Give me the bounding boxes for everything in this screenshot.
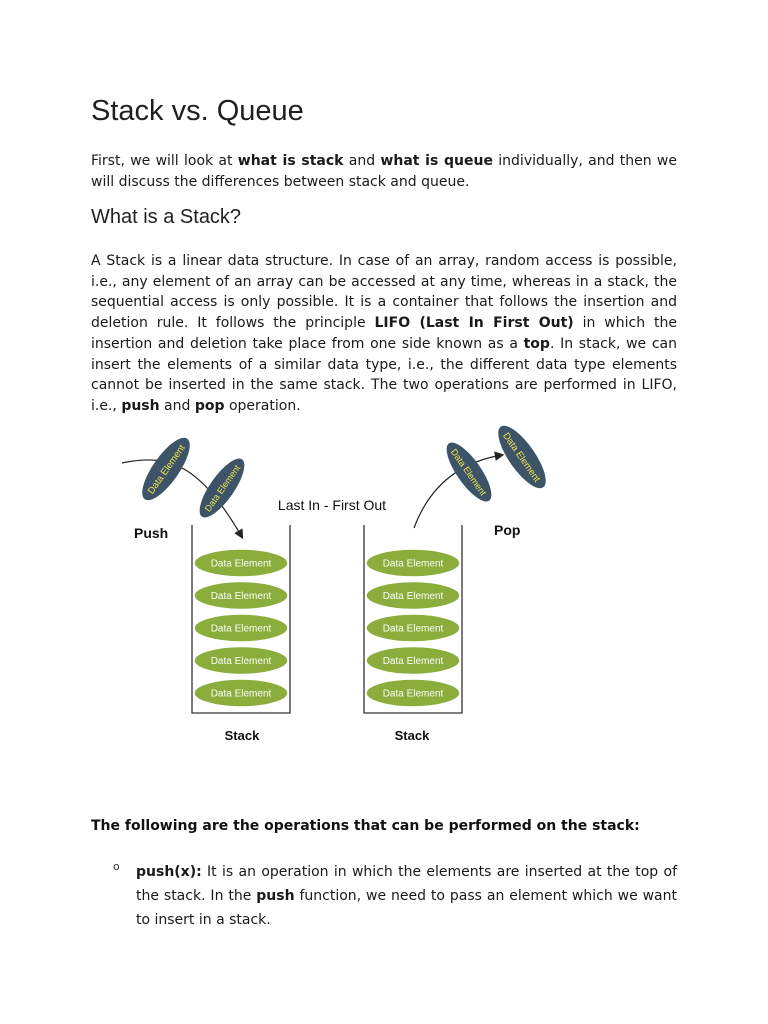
stack-bold-top: top	[523, 335, 550, 352]
left-stack-data-element	[194, 582, 288, 610]
operation-text-2: function, we need to pass an element which we want to insert in a stack.	[136, 888, 677, 928]
intro-bold-queue: what is queue	[380, 153, 493, 169]
data-element-label: Data Element	[382, 688, 444, 700]
operation-bold-push: push	[256, 888, 295, 904]
stack-text-4: and	[159, 397, 195, 414]
stack-text-3: . In stack, we can insert the elements of a similar data type, i.e., the different data type elements cannot be inserted in the same stack. The two operations are performed in LIFO, i.e.,	[91, 335, 677, 414]
pop-label: Pop	[494, 522, 521, 538]
svg-text:Data Element: Data Element	[145, 442, 188, 497]
intro-text-3: individually, and then we will discuss the differences between stack and queue.	[91, 153, 677, 190]
right-stack-label: Stack	[394, 728, 430, 743]
push-element-2	[192, 452, 252, 523]
stack-paragraph	[91, 251, 677, 417]
push-label: Push	[134, 525, 169, 541]
intro-text-1: First, we will look at	[91, 153, 238, 169]
diagram-title: Last In - First Out	[277, 497, 387, 513]
section-title: What is a Stack?	[91, 206, 242, 228]
right-stack-data-element	[366, 679, 460, 707]
operations-heading: The following are the operations that can be performed on the stack:	[91, 818, 640, 834]
right-stack-data-element	[366, 614, 460, 642]
data-element-label: Data Element	[210, 623, 272, 635]
intro-paragraph	[91, 151, 677, 192]
stack-text-5: operation.	[224, 397, 301, 414]
operation-item-push	[136, 860, 677, 932]
right-stack-data-element	[366, 549, 460, 577]
svg-text:Data Element: Data Element	[500, 430, 543, 485]
data-element-label: Data Element	[210, 558, 272, 570]
operation-text-1: It is an operation in which the elements are inserted at the top of the stack. In the	[136, 864, 677, 904]
right-stack-data-element	[366, 582, 460, 610]
stack-bold-lifo: LIFO (Last In First Out)	[374, 315, 574, 332]
data-element-label: Data Element	[210, 591, 272, 602]
data-element-label: Data Element	[382, 623, 444, 635]
left-stack-data-element	[194, 679, 288, 707]
data-element-label: Data Element	[382, 558, 444, 570]
intro-bold-stack: what is stack	[237, 153, 344, 169]
data-element-label: Data Element	[382, 656, 444, 667]
left-stack-label: Stack	[224, 728, 260, 743]
pop-element-2	[490, 419, 554, 495]
push-element-1	[134, 431, 198, 507]
svg-text:Data Element: Data Element	[202, 463, 243, 514]
data-element-label: Data Element	[210, 656, 272, 667]
left-stack-data-element	[194, 614, 288, 642]
stack-text-2: in which the insertion and deletion take place from one side known as a	[91, 315, 677, 352]
operation-name: push(x):	[136, 864, 202, 880]
left-stack-data-element	[194, 647, 288, 675]
left-stack-elements	[194, 549, 288, 707]
pop-element-1	[439, 436, 499, 507]
lifo-stack-diagram	[100, 405, 570, 750]
right-stack-elements	[366, 549, 460, 707]
stack-bold-push: push	[121, 397, 160, 414]
data-element-label: Data Element	[382, 591, 444, 602]
bullet-marker: o	[113, 860, 120, 873]
stack-bold-pop: pop	[194, 397, 225, 414]
page-title: Stack vs. Queue	[91, 95, 304, 127]
right-stack-data-element	[366, 647, 460, 675]
left-stack-data-element	[194, 549, 288, 577]
intro-text-2: and	[343, 153, 381, 169]
data-element-label: Data Element	[210, 688, 272, 700]
stack-text-1: A Stack is a linear data structure. In case of an array, random access is possible, i.e., any element of an array can be accessed at any time, whereas in a stack, the sequential access is only possible. It is a container that follows the insertion and deletion rule. It follows the principle	[91, 253, 677, 332]
svg-text:Data Element: Data Element	[448, 447, 489, 498]
